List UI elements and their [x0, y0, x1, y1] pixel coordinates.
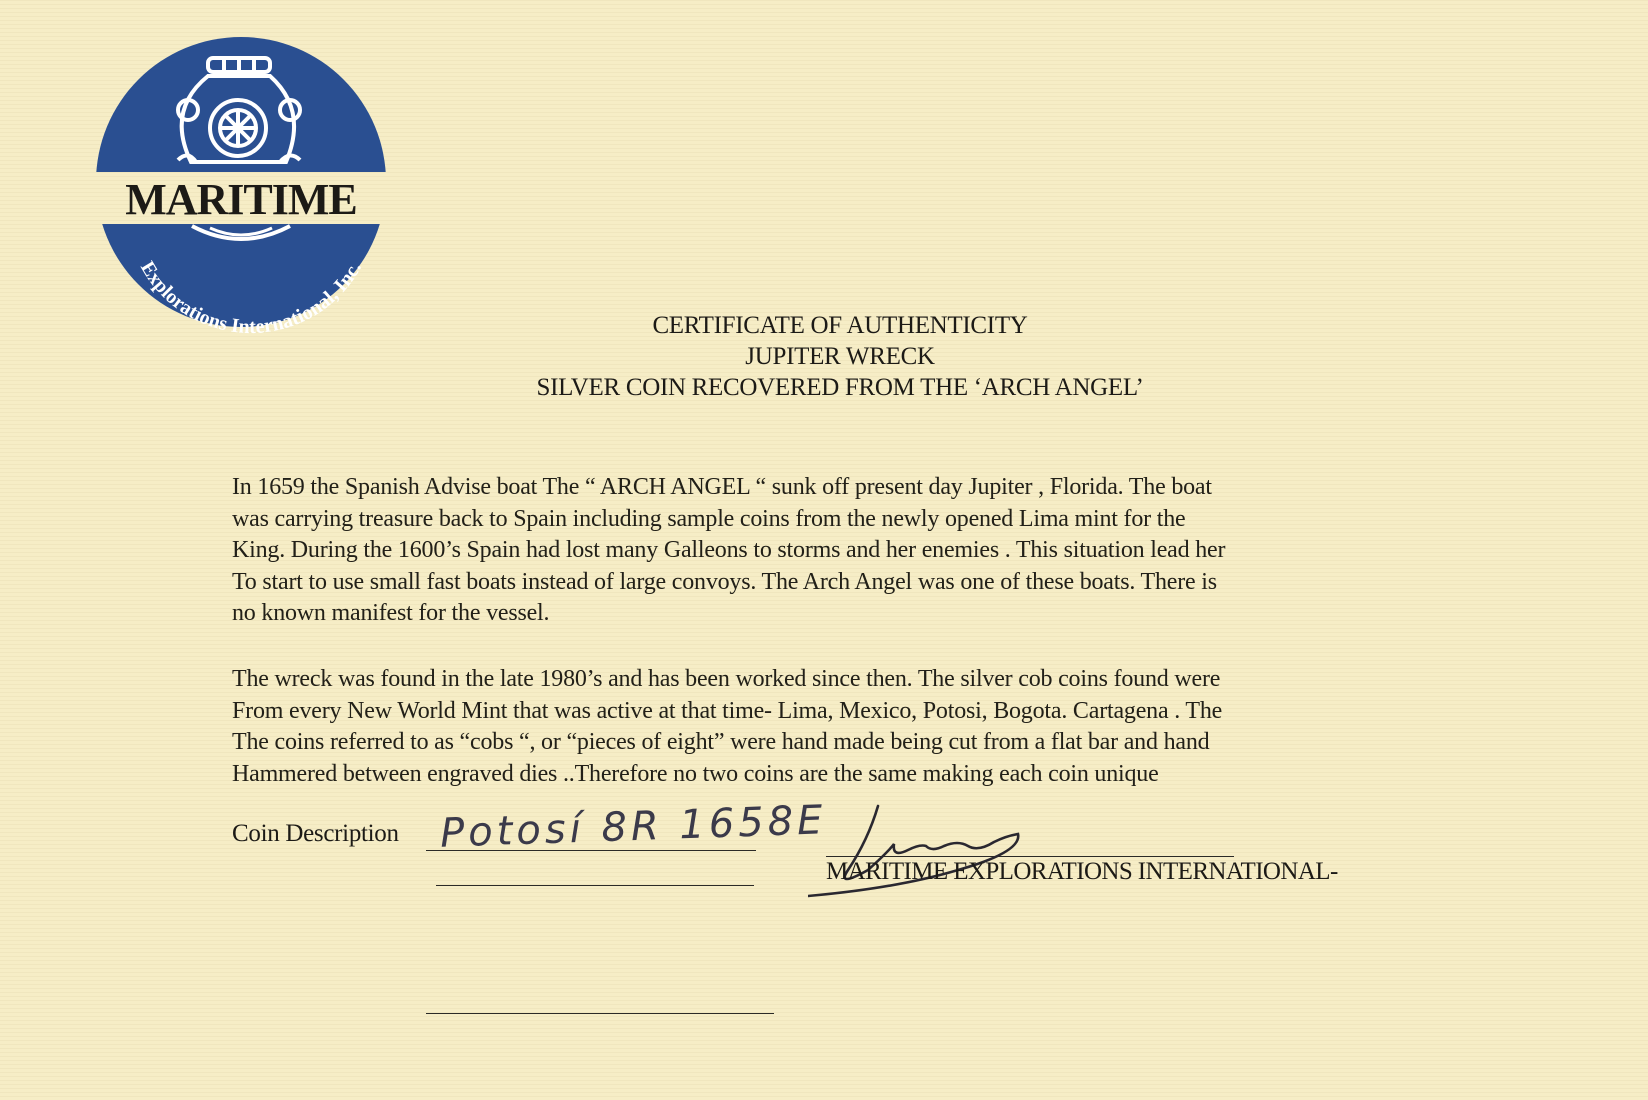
discovery-line: Hammered between engraved dies ..Therefore no two coins are the same making each coin unique [232, 760, 1159, 787]
certificate-title: CERTIFICATE OF AUTHENTICITY [652, 312, 1028, 339]
history-line: was carrying treasure back to Spain including sample coins from the newly opened Lima mint for the [232, 505, 1186, 532]
discovery-line: The coins referred to as “cobs “, or “pieces of eight” were hand made being cut from a flat bar and hand [232, 729, 1210, 755]
discovery-paragraph [232, 664, 1452, 790]
coin-description-label: Coin Description [232, 820, 399, 847]
blank-signature-line [436, 885, 754, 886]
history-line: To start to use small fast boats instead of large convoys. The Arch Angel was one of these boats. There is [232, 568, 1217, 595]
wreck-name: JUPITER WRECK [745, 343, 935, 370]
coin-recovery-line: SILVER COIN RECOVERED FROM THE ‘ARCH ANGEL’ [536, 374, 1144, 401]
history-line: King. During the 1600’s Spain had lost many Galleons to storms and her enemies . This situation lead her [232, 537, 1226, 563]
history-line: In 1659 the Spanish Advise boat The “ ARCH ANGEL “ sunk off present day Jupiter , Florida. The boat [232, 474, 1212, 500]
coin-description-handwriting: Potosí 8R 1658E [439, 797, 828, 857]
logo-name: MARITIME [125, 175, 357, 224]
history-paragraph [232, 472, 1452, 630]
maritime-logo [96, 30, 406, 340]
discovery-line: The wreck was found in the late 1980’s and has been worked since then. The silver cob coins found were [232, 666, 1221, 692]
history-line: no known manifest for the vessel. [232, 600, 550, 626]
logo-arc-text: Explorations International, Inc. [135, 257, 366, 339]
certificate-heading [380, 310, 1300, 403]
signer-name: MARITIME EXPLORATIONS INTERNATIONAL- [826, 858, 1338, 885]
coin-description-line [426, 850, 756, 851]
bottom-blank-line [426, 1013, 774, 1014]
discovery-line: From every New World Mint that was active at that time- Lima, Mexico, Potosi, Bogota. Cartagena . The [232, 697, 1223, 724]
